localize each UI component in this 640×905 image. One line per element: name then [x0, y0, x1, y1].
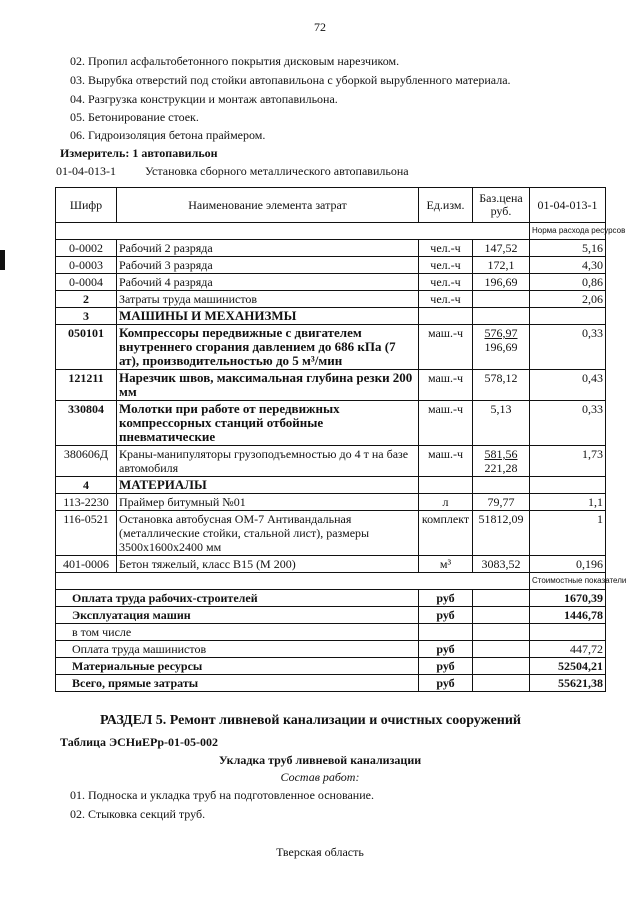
summary-unit: [419, 624, 473, 641]
cell-name: Бетон тяжелый, класс В15 (М 200): [117, 556, 419, 573]
summary-label: Эксплуатация машин: [56, 607, 419, 624]
cell-name: Рабочий 4 разряда: [117, 274, 419, 291]
price-value: 196,69: [484, 275, 518, 289]
work-item: 02. Стыковка секций труб.: [70, 807, 206, 821]
cell-value: 0,43: [530, 370, 606, 401]
cell-price: [473, 257, 530, 274]
price-value-2: 196,69: [484, 340, 518, 354]
cell-price: [473, 370, 530, 401]
cell-price: [473, 477, 530, 494]
resource-rows: [56, 240, 606, 573]
table-row: [56, 556, 606, 573]
cell-unit: чел.-ч: [419, 240, 473, 257]
summary-empty: [473, 641, 530, 658]
page-number: 72: [314, 20, 326, 34]
work-item: 03. Вырубка отверстий под стойки автопавильона с уборкой вырубленного материала.: [70, 73, 511, 87]
cell-price: [473, 446, 530, 477]
scan-mark: [0, 250, 5, 270]
cell-code: 0-0002: [56, 240, 117, 257]
subtitle: Укладка труб ливневой канализации: [218, 753, 422, 767]
cell-value: 1,73: [530, 446, 606, 477]
work-item: 02. Пропил асфальтобетонного покрытия дисковым нарезчиком.: [70, 54, 400, 68]
table-row: [56, 325, 606, 370]
summary-unit: руб: [419, 590, 473, 607]
cell-name: Рабочий 3 разряда: [117, 257, 419, 274]
summary-unit: руб: [419, 607, 473, 624]
cell-price: [473, 401, 530, 446]
cell-unit: маш.-ч: [419, 325, 473, 370]
cell-value: 0,33: [530, 325, 606, 370]
header-unit: Ед.изм.: [419, 188, 473, 223]
summary-row: [56, 607, 606, 624]
summary-empty: [473, 590, 530, 607]
cell-name: МАШИНЫ И МЕХАНИЗМЫ: [117, 308, 419, 325]
summary-unit: руб: [419, 675, 473, 692]
table-row: [56, 257, 606, 274]
cell-name: МАТЕРИАЛЫ: [117, 477, 419, 494]
cell-price: [473, 240, 530, 257]
summary-row: [56, 658, 606, 675]
cell-unit: маш.-ч: [419, 446, 473, 477]
table-row: [56, 370, 606, 401]
price-value-2: 221,28: [484, 461, 518, 475]
cell-name: Молотки при работе от передвижных компрессорных станций отбойные пневматические: [117, 401, 419, 446]
meter-label: Измеритель: 1 автопавильон: [60, 146, 218, 160]
cell-price: [473, 291, 530, 308]
price-value: 578,12: [484, 371, 518, 385]
cell-value: 0,196: [530, 556, 606, 573]
cell-code: 4: [56, 477, 117, 494]
cell-value: 0,33: [530, 401, 606, 446]
table-row: [56, 240, 606, 257]
table-row: [56, 308, 606, 325]
cell-value: 0,86: [530, 274, 606, 291]
summary-unit: руб: [419, 658, 473, 675]
summary-label: Всего, прямые затраты: [56, 675, 419, 692]
summary-empty: [473, 624, 530, 641]
table-row: [56, 446, 606, 477]
cell-value: [530, 477, 606, 494]
norm-label-row: [56, 223, 606, 240]
cell-code: 116-0521: [56, 511, 117, 556]
header-norm-code: 01-04-013-1: [530, 188, 606, 223]
price-value: 576,97: [484, 326, 518, 340]
table-row: [56, 494, 606, 511]
price-value: 5,13: [490, 402, 512, 416]
work-item: 01. Подноска и укладка труб на подготовленное основание.: [70, 788, 374, 802]
cell-code: 380606Д: [56, 446, 117, 477]
summary-row: [56, 675, 606, 692]
table-header-row: [56, 188, 606, 223]
cell-price: [473, 494, 530, 511]
cell-name: Компрессоры передвижные с двигателем внутреннего сгорания давлением до 686 кПа (7 ат), производительностью до 5 м³/мин: [117, 325, 419, 370]
cell-price: [473, 556, 530, 573]
cell-unit: чел.-ч: [419, 291, 473, 308]
cell-price: [473, 308, 530, 325]
cell-code: 0-0004: [56, 274, 117, 291]
cell-name: Нарезчик швов, максимальная глубина резки 200 мм: [117, 370, 419, 401]
item-title: Установка сборного металлического автопавильона: [145, 164, 409, 178]
cell-unit: [419, 477, 473, 494]
cell-code: 2: [56, 291, 117, 308]
norm-label: Норма расхода ресурсов: [530, 223, 606, 240]
table-row: [56, 477, 606, 494]
summary-unit: руб: [419, 641, 473, 658]
cell-unit: комплект: [419, 511, 473, 556]
summary-label: Оплата труда рабочих-строителей: [56, 590, 419, 607]
price-value: 581,56: [484, 447, 518, 461]
cell-code: 401-0006: [56, 556, 117, 573]
summary-value: 52504,21: [530, 658, 606, 675]
summary-empty: [473, 675, 530, 692]
cost-label: Стоимостные показатели: [530, 573, 606, 590]
table-row: [56, 274, 606, 291]
cell-code: 113-2230: [56, 494, 117, 511]
cell-unit: [419, 308, 473, 325]
work-item: 04. Разгрузка конструкции и монтаж автопавильона.: [70, 92, 338, 106]
works-label: Состав работ:: [280, 770, 360, 784]
cell-name: Затраты труда машинистов: [117, 291, 419, 308]
summary-row: [56, 624, 606, 641]
summary-row: [56, 641, 606, 658]
summary-label: в том числе: [56, 624, 419, 641]
cell-unit: чел.-ч: [419, 257, 473, 274]
cell-price: [473, 325, 530, 370]
cell-unit: маш.-ч: [419, 401, 473, 446]
cell-value: 1: [530, 511, 606, 556]
summary-label: Материальные ресурсы: [56, 658, 419, 675]
cell-value: 4,30: [530, 257, 606, 274]
table-row: [56, 291, 606, 308]
cell-code: 0-0003: [56, 257, 117, 274]
table-code: Таблица ЭСНиЕРр-01-05-002: [60, 735, 219, 749]
summary-label: Оплата труда машинистов: [56, 641, 419, 658]
cell-price: [473, 511, 530, 556]
cell-value: 5,16: [530, 240, 606, 257]
section-title: РАЗДЕЛ 5. Ремонт ливневой канализации и очистных сооружений: [100, 713, 521, 728]
cell-name: Рабочий 2 разряда: [117, 240, 419, 257]
cell-code: 330804: [56, 401, 117, 446]
cell-unit: л: [419, 494, 473, 511]
summary-value: 447,72: [530, 641, 606, 658]
price-value: 147,52: [484, 241, 518, 255]
summary-empty: [473, 607, 530, 624]
cell-code: 3: [56, 308, 117, 325]
cell-value: 1,1: [530, 494, 606, 511]
cell-name: Праймер битумный №01: [117, 494, 419, 511]
cell-code: 121211: [56, 370, 117, 401]
cost-label-row: [56, 573, 606, 590]
price-value: 79,77: [487, 495, 515, 509]
cell-name: Остановка автобусная ОМ-7 Антивандальная (металлические стойки, стальной лист), размеры 3500х1600х2400 мм: [117, 511, 419, 556]
header-name: Наименование элемента затрат: [117, 188, 419, 223]
summary-value: 55621,38: [530, 675, 606, 692]
cell-value: 2,06: [530, 291, 606, 308]
price-value: 172,1: [487, 258, 515, 272]
price-value: 51812,09: [478, 512, 524, 526]
cell-value: [530, 308, 606, 325]
cell-unit: чел.-ч: [419, 274, 473, 291]
cell-price: [473, 274, 530, 291]
cell-unit: маш.-ч: [419, 370, 473, 401]
table-row: [56, 511, 606, 556]
summary-rows: [56, 590, 606, 692]
work-item: 06. Гидроизоляция бетона праймером.: [70, 128, 266, 142]
cell-unit: м³: [419, 556, 473, 573]
cell-name: Краны-манипуляторы грузоподъемностью до 4 т на базе автомобиля: [117, 446, 419, 477]
summary-row: [56, 590, 606, 607]
summary-empty: [473, 658, 530, 675]
price-value: 3083,52: [481, 557, 521, 571]
summary-value: 1670,39: [530, 590, 606, 607]
work-item: 05. Бетонирование стоек.: [70, 110, 199, 124]
cell-code: 050101: [56, 325, 117, 370]
summary-value: [530, 624, 606, 641]
item-code: 01-04-013-1: [56, 164, 116, 178]
footer-region: Тверская область: [276, 845, 364, 859]
resource-table: [55, 187, 627, 692]
summary-value: 1446,78: [530, 607, 606, 624]
header-price: Баз.цена руб.: [473, 188, 530, 223]
header-code: Шифр: [56, 188, 117, 223]
table-row: [56, 401, 606, 446]
